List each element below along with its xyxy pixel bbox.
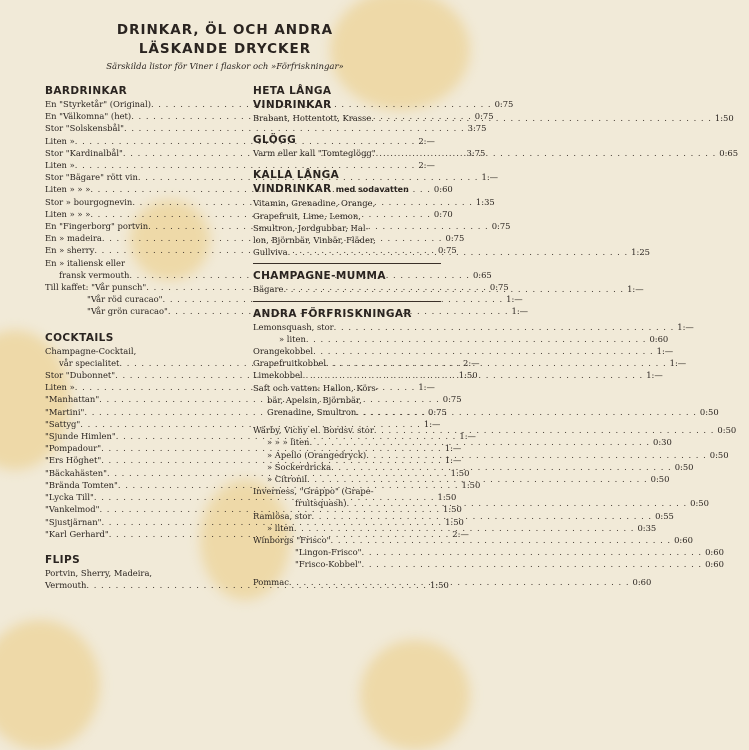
- list-item: "Vår röd curacao" . . . 1:—: [45, 293, 240, 305]
- list-item: fransk vermouth . . . 0:65: [45, 269, 240, 281]
- list-item: » Sockerdricka . . . 0:50: [253, 461, 441, 473]
- section-title-cocktails: COCKTAILS: [45, 331, 114, 344]
- list-item: Stor "Kardinalbål" . . . 3:75: [45, 147, 240, 159]
- list-item: Stor "Solskensbål" . . . 3:75: [45, 122, 240, 134]
- page-title-line1: DRINKAR, ÖL OCH ANDRA: [116, 22, 334, 38]
- section-title-heta-line2: VINDRINKAR: [253, 99, 332, 111]
- section-title-bardrinkar: BARDRINKAR: [45, 85, 128, 97]
- list-item: » liten . . . 0:60: [253, 333, 441, 345]
- list-item: Pommac . . . 0:60: [253, 576, 441, 588]
- list-item: "Bäckahästen" . . . 1:50: [45, 467, 240, 479]
- section-title-glogg: GLÖGG: [253, 134, 297, 147]
- list-item: Grapefruitkobbel . . . 1:—: [253, 357, 441, 369]
- section-title-kalla-line2: VINDRINKAR med sodavatten: [253, 183, 409, 196]
- list-item: Gullviva . . . 1:25: [253, 246, 441, 258]
- list-item: Liten » . . . 2:—: [45, 159, 240, 171]
- kalla-text: Smultron, Jordgubbar, Hal-: [253, 222, 369, 233]
- section-title-andra: ANDRA FÖRFRISKNINGAR: [253, 307, 412, 320]
- list-item: Liten » . . . 2:—: [45, 135, 240, 147]
- list-item: "Sjunde Himlen" . . . 1:—: [45, 430, 240, 442]
- list-item: » Citronil . . . 0:50: [253, 473, 441, 485]
- list-item: Stor » bourgognevin . . . 1:35: [45, 196, 240, 208]
- list-item: "Vankelmod" . . . 1:50: [45, 503, 240, 515]
- list-item: En "Fingerborg" portvin . . . 0:75: [45, 220, 240, 232]
- list-item: Champagne-Cocktail,: [45, 345, 137, 356]
- list-item: » liten . . . 0:35: [253, 522, 441, 534]
- list-item: Till kaffet: "Vår punsch" . . . 0:75: [45, 281, 240, 293]
- list-item: "Lycka Till" . . . 1:50: [45, 491, 240, 503]
- list-item: Limekobbel . . . 1:—: [253, 369, 441, 381]
- list-item: Grenadine, Smultron . . . 0:50: [253, 406, 441, 418]
- list-item: Orangekobbel . . . 1:—: [253, 345, 441, 357]
- list-item: "Pompadour" . . . 1:—: [45, 442, 240, 454]
- list-item: fruitsquash) . . . 0:50: [253, 497, 441, 509]
- list-item: Lemonsquash, stor . . . 1:—: [253, 321, 441, 333]
- list-item: En » italiensk eller: [45, 257, 126, 268]
- list-item: "Karl Gerhard" . . . 2:—: [45, 528, 240, 540]
- divider: [253, 301, 441, 302]
- list-item: Liten » . . . 1:—: [45, 381, 240, 393]
- list-item: » » » liten . . . 0:30: [253, 436, 441, 448]
- list-item: En » sherry . . . 0:75: [45, 244, 240, 256]
- list-item: En "Välkomna" (het) . . . 0:75: [45, 110, 240, 122]
- list-item: bär, Apelsin, Björnbär,: [267, 394, 362, 405]
- list-item: En "Styrketår" (Original) . . . 0:75: [45, 98, 240, 110]
- kalla-text: Grapefruit, Lime, Lemon,: [253, 210, 361, 221]
- section-title-flips: FLIPS: [45, 553, 81, 566]
- list-item: "Sattyg" . . . 1:—: [45, 418, 240, 430]
- list-item: Stor "Bägare" rött vin . . . 1:—: [45, 171, 240, 183]
- flips-text: Portvin, Sherry, Madeira,: [45, 567, 153, 578]
- list-item: Stor "Dubonnet" . . . 1:50: [45, 369, 240, 381]
- kalla-text: lon, Björnbär, Vinbär, Fläder,: [253, 235, 376, 246]
- list-item: "Sjustjärnan" . . . 1:50: [45, 516, 240, 528]
- list-item: "Martini" . . . 0:75: [45, 406, 240, 418]
- list-item: Liten » » » . . . 0:70: [45, 208, 240, 220]
- list-item: "Brända Tomten" . . . 1:50: [45, 479, 240, 491]
- list-item: Ramlösa, stor . . . 0:55: [253, 510, 441, 522]
- list-item: » Apello (Orangedryck) . . . 0:50: [253, 449, 441, 461]
- divider: [253, 263, 441, 264]
- list-item: Saft och vatten: Hallon, Körs-: [253, 382, 379, 393]
- page-title-line2: LÄSKANDE DRYCKER: [138, 41, 312, 57]
- section-title-kalla-line1: KALLA LÅNGA: [253, 169, 340, 182]
- list-item: En » madeira . . . 0:75: [45, 232, 240, 244]
- section-title-heta-line1: HETA LÅNGA: [253, 85, 332, 97]
- list-item: Bägare . . . 1:—: [253, 283, 441, 295]
- list-item: Winborgs "Frisco" . . . 0:60: [253, 534, 441, 546]
- section-title-kalla-suffix: med sodavatten: [335, 185, 409, 195]
- list-item: vår specialitet . . . 2:—: [45, 357, 240, 369]
- list-item: "Ers Höghet" . . . 1:—: [45, 454, 240, 466]
- list-item: "Vår grön curacao" . . . 1:—: [45, 305, 240, 317]
- list-item: "Lingon-Frisco" . . . 0:60: [253, 546, 441, 558]
- list-item: Wärby, Vichy el. Bordsv. stor . . . 0:50: [253, 424, 441, 436]
- page-subtitle: Särskilda listor för Viner i flaskor och »Förfriskningar»: [106, 62, 344, 72]
- section-title-champagne: CHAMPAGNE-MUMMA: [253, 270, 386, 283]
- list-item: Liten » » » . . . 0:60: [45, 183, 240, 195]
- list-item: Vermouth . . . 1:50: [45, 579, 240, 591]
- kalla-text: Vitamin, Grenadine, Orange,: [253, 198, 376, 209]
- list-item: Brabant, Hottentott, Krasse . . . 1:50: [253, 112, 441, 124]
- list-item: "Frisco-Kobbel" . . . 0:60: [253, 558, 441, 570]
- list-item: Varm eller kall "Tomteglögg" . . . 0:65: [253, 147, 441, 159]
- list-item: Inverness, "Grappo" (Grape-: [253, 486, 374, 497]
- list-item: "Manhattan" . . . 0:75: [45, 393, 240, 405]
